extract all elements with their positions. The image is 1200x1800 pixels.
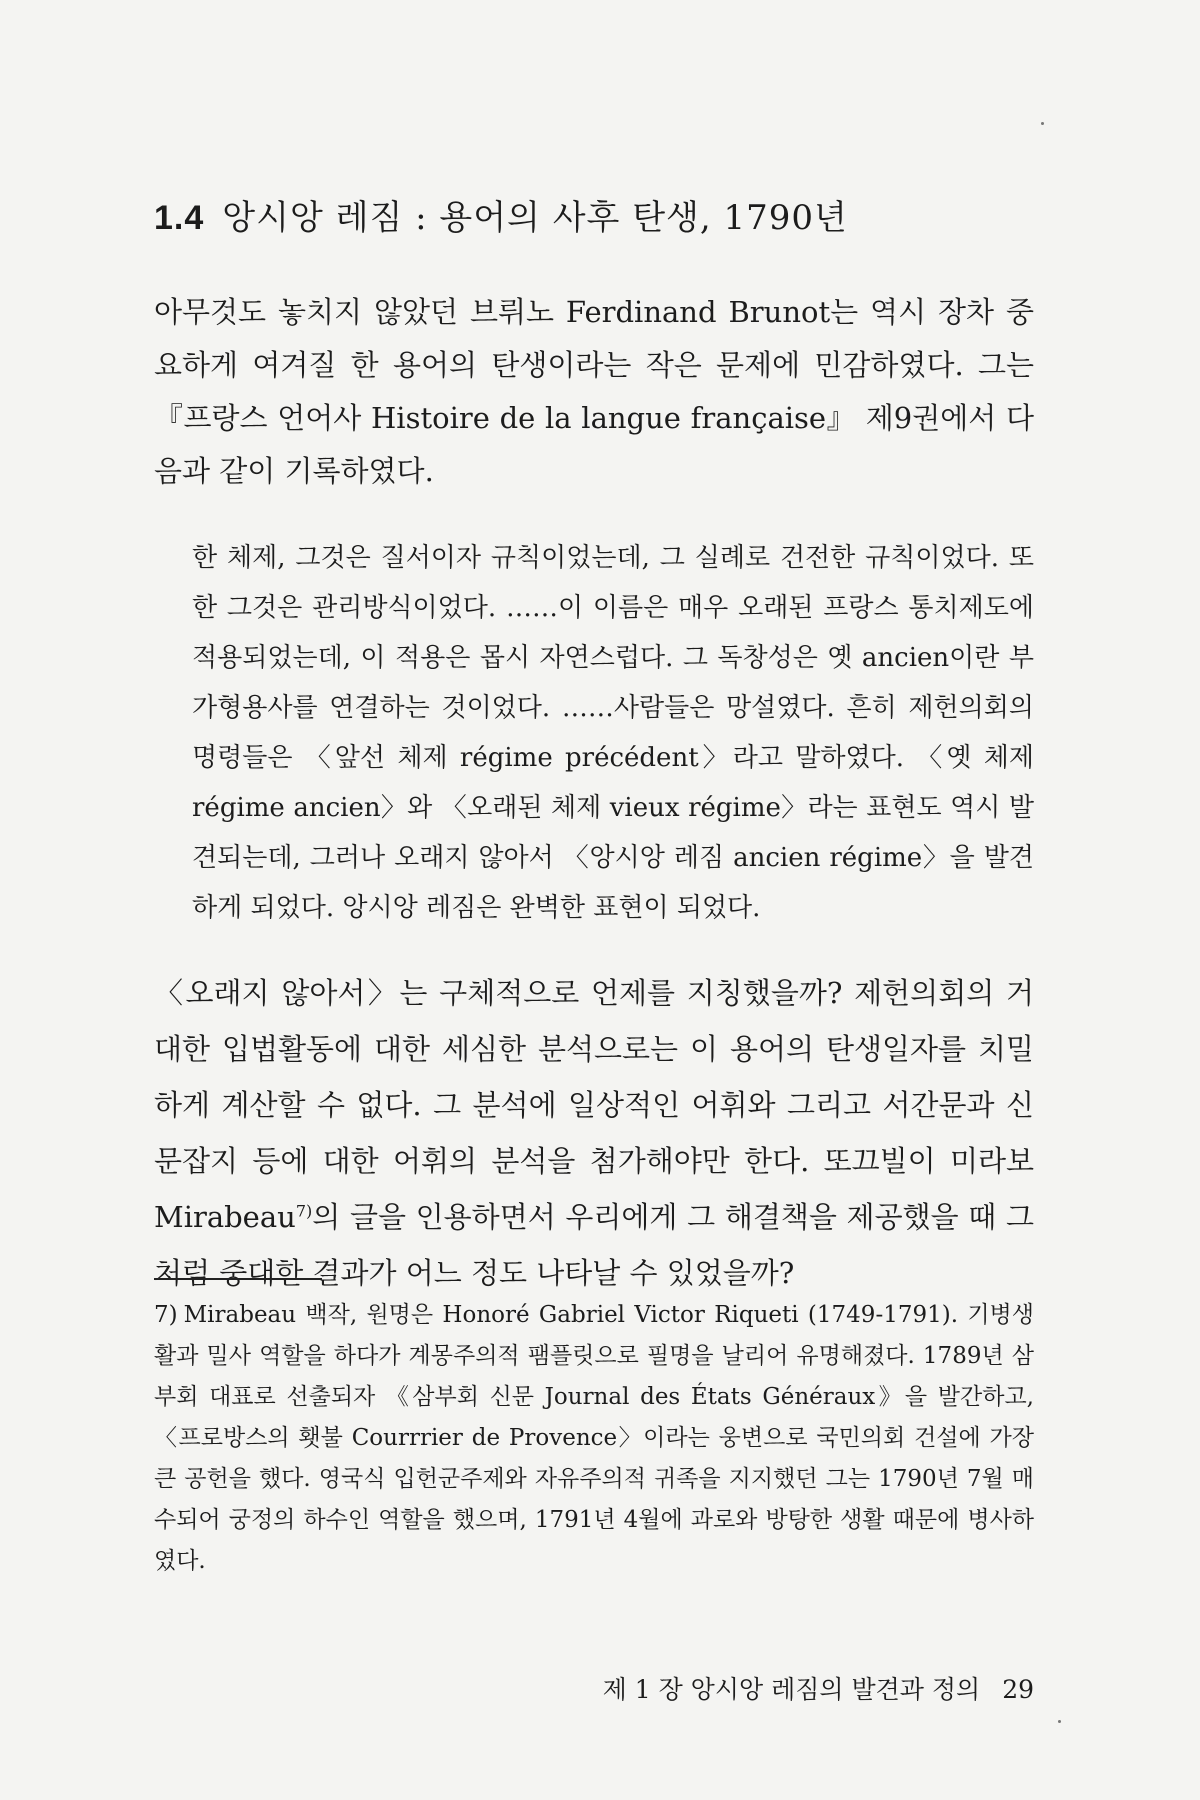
section-title: 앙시앙 레짐 : 용어의 사후 탄생, 1790년 [222,198,848,238]
footnote-reference[interactable]: 7) [295,1201,313,1221]
block-quote: 한 체제, 그것은 질서이자 규칙이었는데, 그 실례로 건전한 규칙이었다. 또한 그것은 관리방식이었다. ……이 이름은 매우 오래된 프랑스 통치제도에 적용되었는데, 이 적용은 몹시 자연스럽다. 그 독창성은 옛 ancien이란 부가형용사를 연결하는 것이었다. ……사람들은 망설였다. 흔히 제헌의회의 명령들은 〈앞선 체제 régime précédent〉라고 말하였다. 〈옛 체제 régime ancien〉와 〈오래된 체제 vieux régime〉라는 표현도 역시 발견되는데, 그러나 오래지 않아서 〈앙시앙 레짐 ancien régime〉을 발견하게 되었다. 앙시앙 레짐은 완벽한 표현이 되었다. [192,543,1034,923]
running-head: 제 1 장 앙시앙 레짐의 발견과 정의 [602,1675,981,1704]
paragraph-2-text-a: 〈오래지 않아서〉는 구체적으로 언제를 지칭했을까? 제헌의회의 거대한 입법활동에 대한 세심한 분석으로는 이 용어의 탄생일자를 치밀하게 계산할 수 없다. 그 분석에 일상적인 어휘와 그리고 서간문과 신문잡지 등에 대한 어휘의 분석을 첨가해야만 한다. 또끄빌이 미라보 Mirabeau [154,976,1034,1234]
page-number: 29 [1002,1675,1034,1704]
body-paragraph-2 [154,965,1034,1301]
footnote [154,1295,1034,1582]
section-heading [154,190,1054,239]
paragraph-2-text-b: 의 글을 인용하면서 우리에게 그 해결책을 제공했을 때 그처럼 중대한 결과가 어느 정도 나타날 수 있었을까? [154,1200,1034,1290]
section-number: 1.4 [154,199,205,237]
body-paragraph-1: 아무것도 놓치지 않았던 브뤼노 Ferdinand Brunot는 역시 장차 중요하게 여겨질 한 용어의 탄생이라는 작은 문제에 민감하였다. 그는 『프랑스 언어사 Histoire de la langue française』 제9권에서 다음과 같이 기록하였다. [154,295,1034,488]
footnote-marker: 7) [154,1302,178,1328]
page-speck [1058,1720,1061,1723]
page-footer [603,1670,1034,1706]
page-speck [1041,122,1044,125]
footnote-divider [154,1278,322,1280]
footnote-text: Mirabeau 백작, 원명은 Honoré Gabriel Victor Riqueti (1749-1791). 기병생활과 밀사 역할을 하다가 계몽주의적 팸플릿으로 필명을 날리어 유명해졌다. 1789년 삼부회 대표로 선출되자 《삼부회 신문 Journal des États Généraux》을 발간하고, 〈프로방스의 횃불 Courrrier de Provence〉이라는 웅변으로 국민의회 건설에 가장 큰 공헌을 했다. 영국식 입헌군주제와 자유주의적 귀족을 지지했던 그는 1790년 7월 매수되어 궁정의 하수인 역할을 했으며, 1791년 4월에 과로와 방탕한 생활 때문에 병사하였다. [154,1302,1035,1574]
